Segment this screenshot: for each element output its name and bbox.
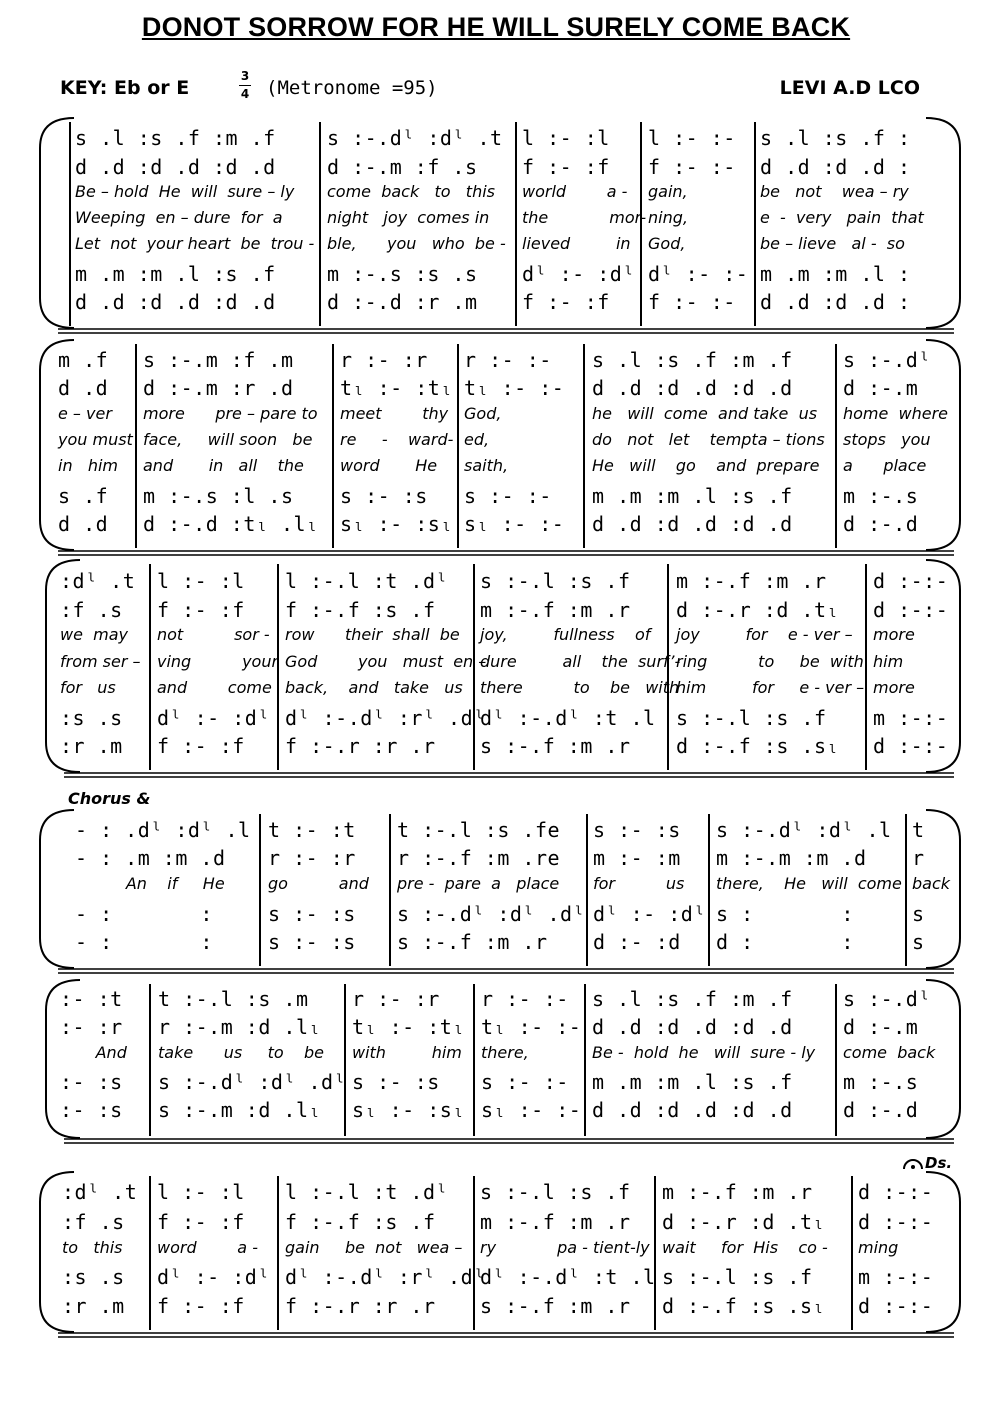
solfa-soprano: m :-.f :m .r: [662, 1180, 813, 1204]
solfa-bass: d :-.d :tₗ .lₗ: [143, 512, 319, 536]
lyric-line: there to be with: [480, 678, 680, 697]
solfa-bass: sₗ :- :-: [481, 1098, 582, 1122]
solfa-tenor: m .m :m .l :: [760, 262, 911, 286]
solfa-alto: r :-.f :m .re: [397, 846, 561, 870]
solfa-alto: d .d :d .d :d .d: [592, 376, 793, 400]
solfa-alto: d :-:-: [873, 598, 949, 622]
solfa-bass: d .d :d .d :d .d: [592, 512, 793, 536]
page-title: DONOT SORROW FOR HE WILL SURELY COME BACK: [141, 12, 851, 42]
lyric-line: and come: [157, 678, 272, 697]
solfa-bass: f :- :-: [648, 290, 736, 314]
lyric-line: there, He will come: [716, 874, 902, 893]
solfa-tenor: s :-.l :s .f: [676, 706, 827, 730]
solfa-tenor: m :-.s :s .s: [327, 262, 478, 286]
solfa-soprano: s .l :s .f :m .f: [592, 987, 793, 1011]
solfa-alto: m :-.m :m .d: [716, 846, 867, 870]
solfa-bass: sₗ :- :sₗ: [352, 1098, 465, 1122]
solfa-tenor: s :- :s: [352, 1070, 440, 1094]
lyric-line: to this: [62, 1238, 123, 1257]
solfa-tenor: dˡ :-.dˡ :t .l: [480, 1265, 656, 1289]
solfa-bass: d :-.f :s .sₗ: [662, 1294, 826, 1318]
solfa-alto: d :-.r :d .tₗ: [662, 1210, 826, 1234]
solfa-bass: s :-.f :m .r: [397, 930, 548, 954]
solfa-soprano: l :-.l :t .dˡ: [285, 1180, 449, 1204]
solfa-alto: r :- :r: [268, 846, 356, 870]
lyric-line: God,: [648, 234, 686, 253]
solfa-alto: d .d: [58, 376, 109, 400]
time-signature-top: 3: [240, 69, 250, 83]
solfa-tenor: dˡ :- :dˡ: [157, 1265, 270, 1289]
solfa-soprano: d :-:-: [873, 569, 949, 593]
lyric-line: ning,: [648, 208, 688, 227]
solfa-alto: tₗ :- :tₗ: [352, 1015, 465, 1039]
solfa-alto: d :-.r :d .tₗ: [676, 598, 840, 622]
solfa-alto: f :- :-: [648, 155, 736, 179]
solfa-alto: f :-.f :s .f: [285, 598, 436, 622]
lyric-line: more: [873, 625, 915, 644]
solfa-alto: d :-.m: [843, 1015, 919, 1039]
lyric-line: God,: [464, 404, 502, 423]
lyric-line: face, will soon be: [143, 430, 313, 449]
lyric-line: row their shall be: [285, 625, 460, 644]
solfa-bass: d .d: [58, 512, 109, 536]
lyric-line: home where: [843, 404, 949, 423]
solfa-tenor: dˡ :- :dˡ: [593, 902, 706, 926]
lyric-line: him for e - ver –: [676, 678, 865, 697]
solfa-bass: f :- :f: [522, 290, 610, 314]
chorus-label: Chorus &: [68, 789, 151, 808]
lyric-line: pre - pare a place: [397, 874, 560, 893]
lyric-line: meet thy: [340, 404, 449, 423]
solfa-tenor: m :-:-: [858, 1265, 934, 1289]
solfa-alto: d :-.m :f .s: [327, 155, 478, 179]
solfa-alto: f :-.f :s .f: [285, 1210, 436, 1234]
solfa-alto: r: [912, 846, 925, 870]
solfa-tenor: s :- :-: [464, 484, 552, 508]
solfa-bass: d .d :d .d :: [760, 290, 911, 314]
solfa-tenor: s :-.l :s .f: [662, 1265, 813, 1289]
solfa-alto: d :-:-: [858, 1210, 934, 1234]
lyric-line: lieved in: [522, 234, 631, 253]
key-signature: KEY: Eb or E: [60, 77, 190, 99]
solfa-bass: sₗ :- :-: [464, 512, 565, 536]
lyric-line: ed,: [464, 430, 490, 449]
lyric-line: word a -: [157, 1238, 258, 1257]
solfa-bass: sₗ :- :sₗ: [340, 512, 453, 536]
solfa-tenor: m .m :m .l :s .f: [592, 1070, 793, 1094]
solfa-soprano: s :- :s: [593, 818, 681, 842]
solfa-bass: d :- :d: [593, 930, 681, 954]
lyric-line: ring to be with: [676, 652, 864, 671]
lyric-line: come back to this: [327, 182, 495, 201]
solfa-soprano: s :-.m :f .m: [143, 348, 294, 372]
solfa-bass: s :-.m :d .lₗ: [158, 1098, 322, 1122]
lyric-line: ming: [858, 1238, 899, 1257]
solfa-soprano: m :-.f :m .r: [676, 569, 827, 593]
solfa-soprano: l :- :l: [157, 1180, 245, 1204]
solfa-alto: tₗ :- :tₗ: [340, 376, 453, 400]
solfa-alto: d .d :d .d :d .d: [592, 1015, 793, 1039]
lyric-line: the mor-: [522, 208, 647, 227]
lyric-line: be – lieve al - so: [760, 234, 905, 253]
lyric-line: re - ward-: [340, 430, 454, 449]
solfa-soprano: s :-.dˡ :dˡ .t: [327, 126, 503, 150]
lyric-line: take us to be: [158, 1043, 325, 1062]
lyric-line: ving your: [157, 652, 279, 671]
solfa-alto: :- :r: [60, 1015, 123, 1039]
solfa-tenor: :s .s: [62, 1265, 125, 1289]
lyric-line: e – ver: [58, 404, 112, 423]
lyric-line: in him: [58, 456, 119, 475]
solfa-tenor: m .m :m .l :s .f: [75, 262, 276, 286]
lyric-line: word He: [340, 456, 438, 475]
solfa-soprano: :- :t: [60, 987, 123, 1011]
solfa-tenor: s :-.dˡ :dˡ .dˡ: [397, 902, 586, 926]
solfa-tenor: s : :: [716, 902, 854, 926]
lyric-line: Let not your heart be trou -: [75, 234, 315, 253]
lyric-line: ry pa - tient-ly: [480, 1238, 650, 1257]
solfa-bass: d .d :d .d :d .d: [75, 290, 276, 314]
solfa-alto: d :-.m :r .d: [143, 376, 294, 400]
solfa-soprano: l :- :-: [648, 126, 736, 150]
solfa-soprano: d :-:-: [858, 1180, 934, 1204]
solfa-tenor: s :- :s: [340, 484, 428, 508]
lyric-line: not sor -: [157, 625, 270, 644]
solfa-soprano: s :-.dˡ: [843, 987, 931, 1011]
solfa-tenor: dˡ :-.dˡ :rˡ .dˡ: [285, 1265, 486, 1289]
lyric-line: from ser –: [60, 652, 141, 671]
lyric-line: gain,: [648, 182, 688, 201]
solfa-bass: f :- :f: [157, 734, 245, 758]
lyric-line: gain be not wea –: [285, 1238, 463, 1257]
solfa-soprano: s :-.dˡ: [843, 348, 931, 372]
solfa-soprano: r :- :-: [481, 987, 569, 1011]
solfa-alto: r :-.m :d .lₗ: [158, 1015, 322, 1039]
solfa-bass: d :-.d :r .m: [327, 290, 478, 314]
lyric-line: wait for His co -: [662, 1238, 828, 1257]
dal-segno-label: Ds.: [925, 1154, 953, 1172]
solfa-tenor: dˡ :-.dˡ :rˡ .dˡ: [285, 706, 486, 730]
solfa-soprano: r :- :r: [352, 987, 440, 1011]
solfa-soprano: :dˡ .t: [60, 569, 136, 593]
lyric-line: there,: [481, 1043, 529, 1062]
solfa-soprano: t :-.l :s .fe: [397, 818, 561, 842]
lyric-line: Weeping en – dure for a: [75, 208, 283, 227]
solfa-alto: d .d :d .d :: [760, 155, 911, 179]
lyric-line: he will come and take us: [592, 404, 818, 423]
lyric-line: for us: [60, 678, 116, 697]
solfa-tenor: m .m :m .l :s .f: [592, 484, 793, 508]
solfa-bass: d :-:-: [858, 1294, 934, 1318]
solfa-alto: tₗ :- :-: [481, 1015, 582, 1039]
lyric-line: dure all the surf’-: [480, 652, 681, 671]
solfa-soprano: - : .dˡ :dˡ .l: [75, 818, 251, 842]
solfa-soprano: l :- :l: [522, 126, 610, 150]
lyric-line: And: [60, 1043, 127, 1062]
solfa-alto: f :- :f: [522, 155, 610, 179]
solfa-soprano: r :- :-: [464, 348, 552, 372]
lyric-line: come back: [843, 1043, 936, 1062]
lyric-line: him: [873, 652, 904, 671]
solfa-alto: :f .s: [62, 1210, 125, 1234]
solfa-alto: m :- :m: [593, 846, 681, 870]
solfa-soprano: r :- :r: [340, 348, 428, 372]
solfa-bass: - : :: [75, 930, 213, 954]
lyric-line: e - very pain that: [760, 208, 924, 227]
solfa-bass: :r .m: [60, 734, 123, 758]
solfa-tenor: s :- :s: [268, 902, 356, 926]
lyric-line: go and: [268, 874, 369, 893]
solfa-tenor: m :-.s :l .s: [143, 484, 294, 508]
solfa-bass: d :-.f :s .sₗ: [676, 734, 840, 758]
lyric-line: joy for e - ver –: [676, 625, 853, 644]
solfa-bass: s :-.f :m .r: [480, 1294, 631, 1318]
solfa-alto: f :- :f: [157, 1210, 245, 1234]
lyric-line: world a -: [522, 182, 628, 201]
solfa-tenor: m :-:-: [873, 706, 949, 730]
solfa-soprano: s :-.l :s .f: [480, 1180, 631, 1204]
lyric-line: more: [873, 678, 915, 697]
solfa-bass: f :- :f: [157, 1294, 245, 1318]
solfa-tenor: s .f: [58, 484, 109, 508]
solfa-bass: :r .m: [62, 1294, 125, 1318]
solfa-bass: s: [912, 930, 925, 954]
solfa-soprano: s .l :s .f :: [760, 126, 911, 150]
lyric-line: be not wea – ry: [760, 182, 909, 201]
solfa-tenor: - : :: [75, 902, 213, 926]
solfa-alto: d .d :d .d :d .d: [75, 155, 276, 179]
solfa-tenor: :- :s: [60, 1070, 123, 1094]
solfa-soprano: t :-.l :s .m: [158, 987, 309, 1011]
solfa-tenor: m :-.s: [843, 1070, 919, 1094]
solfa-tenor: dˡ :- :dˡ: [157, 706, 270, 730]
lyric-line: stops you: [843, 430, 931, 449]
solfa-soprano: m .f: [58, 348, 109, 372]
metronome-marking: (Metronome =95): [266, 77, 438, 99]
solfa-tenor: :s .s: [60, 706, 123, 730]
solfa-alto: - : .m :m .d: [75, 846, 226, 870]
solfa-tenor: dˡ :- :-: [648, 262, 749, 286]
lyric-line: saith,: [464, 456, 509, 475]
lyric-line: An if He: [75, 874, 225, 893]
solfa-soprano: s .l :s .f :m .f: [592, 348, 793, 372]
lyric-line: do not let tempta – tions: [592, 430, 825, 449]
lyric-line: God you must en –: [285, 652, 487, 671]
composer-credit: LEVI A.D LCO: [779, 77, 920, 99]
lyric-line: for us: [593, 874, 685, 893]
solfa-bass: d :-.d: [843, 1098, 919, 1122]
solfa-soprano: t :- :t: [268, 818, 356, 842]
lyric-line: a place: [843, 456, 927, 475]
solfa-tenor: dˡ :-.dˡ :t .l: [480, 706, 656, 730]
lyric-line: Be – hold He will sure – ly: [75, 182, 295, 201]
solfa-bass: s :-.f :m .r: [480, 734, 631, 758]
solfa-alto: f :- :f: [157, 598, 245, 622]
solfa-alto: d :-.m: [843, 376, 919, 400]
lyric-line: ble, you who be -: [327, 234, 506, 253]
solfa-tenor: s :- :-: [481, 1070, 569, 1094]
solfa-alto: m :-.f :m .r: [480, 1210, 631, 1234]
lyric-line: joy, fullness of: [480, 625, 651, 644]
solfa-tenor: dˡ :- :dˡ: [522, 262, 635, 286]
lyric-line: He will go and prepare: [592, 456, 820, 475]
solfa-soprano: s :-.dˡ :dˡ .l: [716, 818, 892, 842]
solfa-alto: m :-.f :m .r: [480, 598, 631, 622]
solfa-soprano: l :- :l: [157, 569, 245, 593]
solfa-tenor: m :-.s: [843, 484, 919, 508]
lyric-line: back, and take us: [285, 678, 463, 697]
solfa-bass: d :-.d: [843, 512, 919, 536]
lyric-line: and in all the: [143, 456, 304, 475]
lyric-line: more pre – pare to: [143, 404, 318, 423]
solfa-soprano: :dˡ .t: [62, 1180, 138, 1204]
solfa-bass: d .d :d .d :d .d: [592, 1098, 793, 1122]
lyric-line: we may: [60, 625, 128, 644]
solfa-soprano: s .l :s .f :m .f: [75, 126, 276, 150]
lyric-line: Be - hold he will sure - ly: [592, 1043, 816, 1062]
time-signature-bottom: 4: [240, 87, 250, 101]
lyric-line: back: [912, 874, 951, 893]
solfa-tenor: s :-.dˡ :dˡ .dˡ: [158, 1070, 347, 1094]
solfa-bass: d :-:-: [873, 734, 949, 758]
solfa-bass: f :-.r :r .r: [285, 1294, 436, 1318]
solfa-bass: f :-.r :r .r: [285, 734, 436, 758]
lyric-line: night joy comes in: [327, 208, 490, 227]
solfa-tenor: s: [912, 902, 925, 926]
lyric-line: you must: [58, 430, 133, 449]
solfa-soprano: s :-.l :s .f: [480, 569, 631, 593]
solfa-soprano: t: [912, 818, 925, 842]
lyric-line: with him: [352, 1043, 462, 1062]
solfa-bass: s :- :s: [268, 930, 356, 954]
solfa-bass: d : :: [716, 930, 854, 954]
solfa-alto: :f .s: [60, 598, 123, 622]
solfa-soprano: l :-.l :t .dˡ: [285, 569, 449, 593]
solfa-bass: :- :s: [60, 1098, 123, 1122]
solfa-alto: tₗ :- :-: [464, 376, 565, 400]
